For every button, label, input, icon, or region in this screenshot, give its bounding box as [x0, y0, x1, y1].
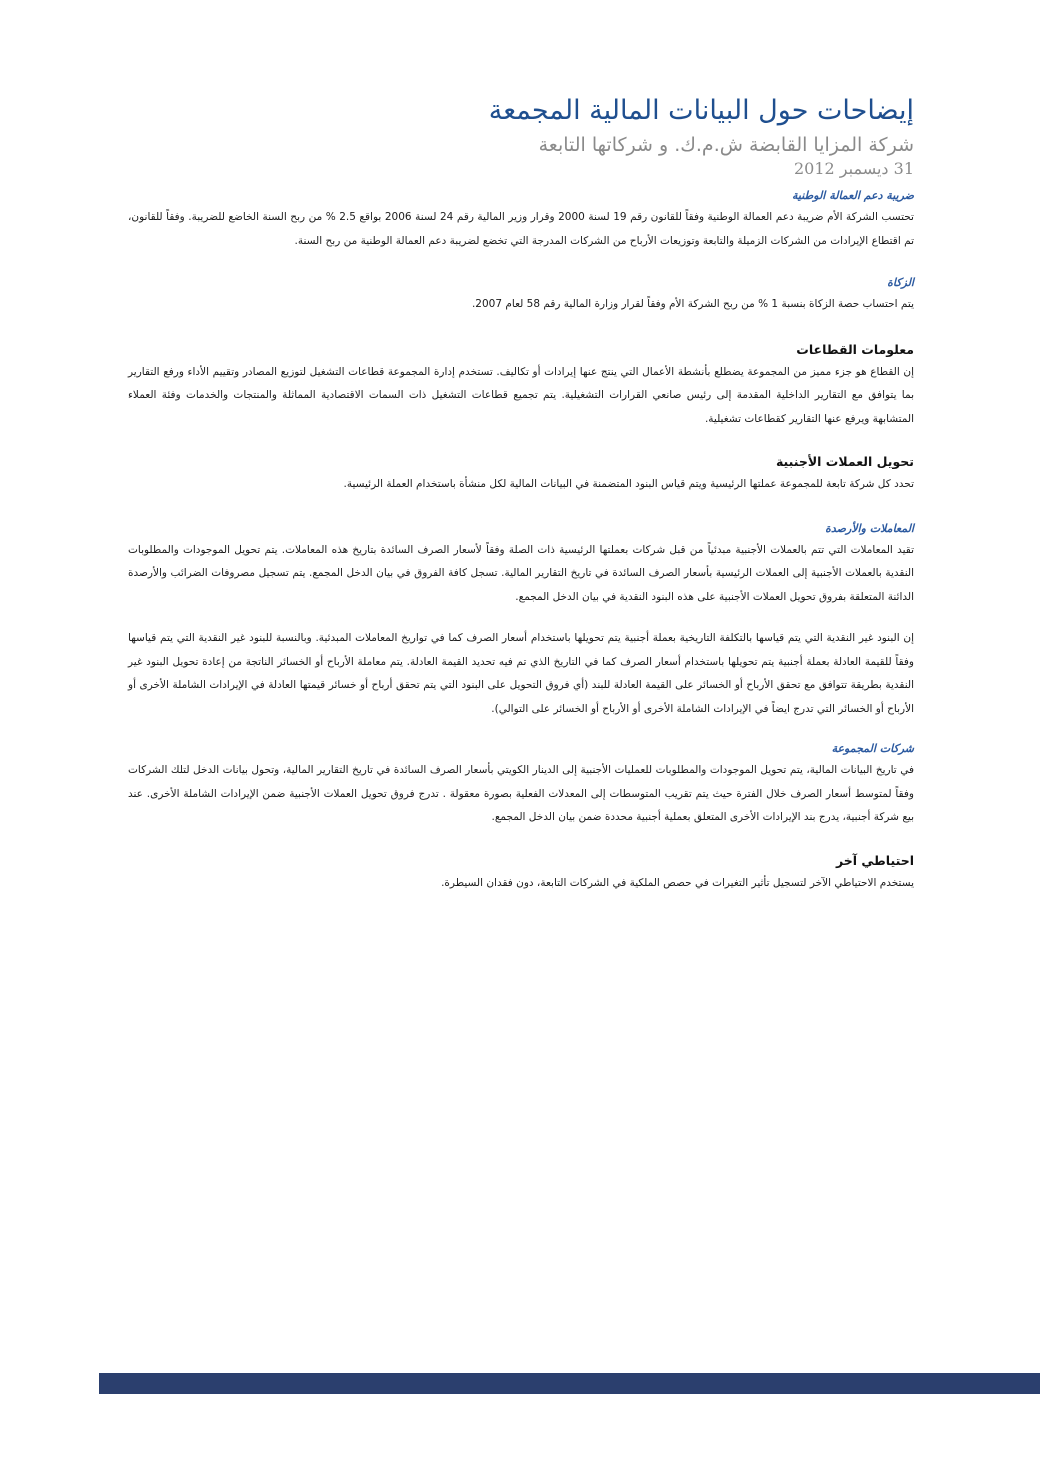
section-heading: الزكاة — [887, 276, 914, 289]
report-date: 31 ديسمبر 2012 — [793, 159, 914, 178]
document-page — [128, 92, 914, 895]
section-group-companies — [128, 739, 914, 830]
document-title: إيضاحات حول البيانات المالية المجمعة — [488, 95, 914, 126]
section-heading: تحويل العملات الأجنبية — [775, 454, 914, 469]
section-paragraph: إن القطاع هو جزء مميز من المجموعة يضطلع بأنشطة الأعمال التي ينتج عنها إيرادات أو تكاليف. تستخدم إدارة المجموعة قطاعات التشغيل لتوزيع المصادر وتقييم الأداء ورفع التقارير بما يتوافق مع التقارير الداخلية المقدمة إلى رئيس صانعي القرارات التشغيلية. يتم تجميع قطاعات التشغيل ذات السمات الاقتصادية المماثلة والمنتجات والخدمات وفئة العملاء المتشابهة ويرفع عنها التقارير كقطاعات تشغيلية. — [128, 365, 914, 425]
section-segment-information — [128, 339, 914, 432]
section-zakat — [128, 273, 914, 317]
section-paragraph: إن البنود غير النقدية التي يتم قياسها بالتكلفة التاريخية بعملة أجنبية يتم تحويلها باستخدام أسعار الصرف كما في تواريخ المعاملات المبدئية. وبالنسبة للبنود غير النقدية التي يتم قياسها وفقاً للقيمة العادلة بعملة أجنبية يتم تحويلها باستخدام أسعار الصرف كما في التاريخ الذي تم فيه تحديد القيمة العادلة. يتم معاملة الأرباح أو الخسائر الناتجة من إعادة تحويل البنود غير النقدية بطريقة تتوافق مع تحقق الأرباح أو الخسائر على القيمة العادلة للبند (أي فروق التحويل على البنود التي يتم تحقق أرباح أو خسائر قيمتها العادلة في الإيرادات الشاملة الأخرى أو الأرباح أو الخسائر التي تدرج ايضاً في الإيرادات الشاملة الأخرى أو الأرباح أو الخسائر على التوالي). — [128, 632, 914, 715]
section-heading: المعاملات والأرصدة — [825, 521, 914, 535]
section-paragraph: تحتسب الشركة الأم ضريبة دعم العمالة الوطنية وفقاً للقانون رقم 19 لسنة 2000 وقرار وزير المالية رقم 24 لسنة 2006 بواقع 2.5 % من ربح السنة الخاضع للضريبة. وفقاً للقانون، تم اقتطاع الإيرادات من الشركات الزميلة والتابعة وتوزيعات الأرباح من الشركات المدرجة التي تخضع لضريبة دعم العمالة الوطنية من ربح السنة. — [128, 211, 914, 247]
section-heading: احتياطي آخر — [835, 852, 914, 868]
footer-bar — [99, 1373, 1040, 1394]
section-paragraph: تحدد كل شركة تابعة للمجموعة عملتها الرئيسية ويتم قياس البنود المتضمنة في البيانات المالية لكل منشأة باستخدام العملة الرئيسية. — [343, 478, 914, 490]
section-paragraph: تقيد المعاملات التي تتم بالعملات الأجنبية مبدئياً من قبل شركات بعملتها الرئيسية ذات الصلة وفقاً لأسعار الصرف السائدة بتاريخ هذه المعاملات. يتم تحويل الموجودات والمطلوبات النقدية بالعملات الأجنبية إلى العملات الرئيسية بأسعار الصرف السائدة في تاريخ التقارير المالية. تسجل كافة الفروق في بيان الدخل المجمع. يتم تسجيل مصروفات الضرائب والأرصدة الدائنة المتعلقة بفروق تحويل العملات الأجنبية على هذه البنود النقدية في بيان الدخل المجمع. — [128, 543, 914, 603]
section-heading: شركات المجموعة — [831, 742, 914, 755]
section-national-labour-tax — [128, 186, 914, 253]
section-foreign-currency-translation — [128, 451, 914, 497]
section-paragraph: في تاريخ البيانات المالية، يتم تحويل الموجودات والمطلوبات للعمليات الأجنبية إلى الدينار الكويتي بأسعار الصرف السائدة في تاريخ التقارير المالية، وتحول بيانات الدخل لتلك الشركات وفقاً لمتوسط أسعار الصرف خلال الفترة حيث يتم تقريب المتوسطات إلى المعدلات الفعلية بصورة معقولة . تدرج فروق تحويل العملات الأجنبية ضمن الإيرادات الشاملة الأخرى. عند بيع شركة أجنبية، يدرج بند الإيرادات الأخرى المتعلق بعملية أجنبية محددة ضمن بيان الدخل المجمع. — [128, 764, 914, 823]
section-paragraph: يتم احتساب حصة الزكاة بنسبة 1 % من ربح الشركة الأم وفقاً لقرار وزارة المالية رقم 58 لعام 2007. — [471, 298, 914, 310]
section-other-reserve — [128, 850, 914, 896]
section-paragraph: يستخدم الاحتياطي الآخر لتسجيل تأثير التغيرات في حصص الملكية في الشركات التابعة، دون فقدان السيطرة. — [441, 876, 914, 889]
company-name: شركة المزايا القابضة ش.م.ك. و شركاتها التابعة — [538, 134, 914, 156]
section-transactions-and-balances — [128, 519, 914, 722]
section-heading: معلومات القطاعات — [796, 341, 914, 357]
section-heading: ضريبة دعم العمالة الوطنية — [791, 189, 914, 202]
